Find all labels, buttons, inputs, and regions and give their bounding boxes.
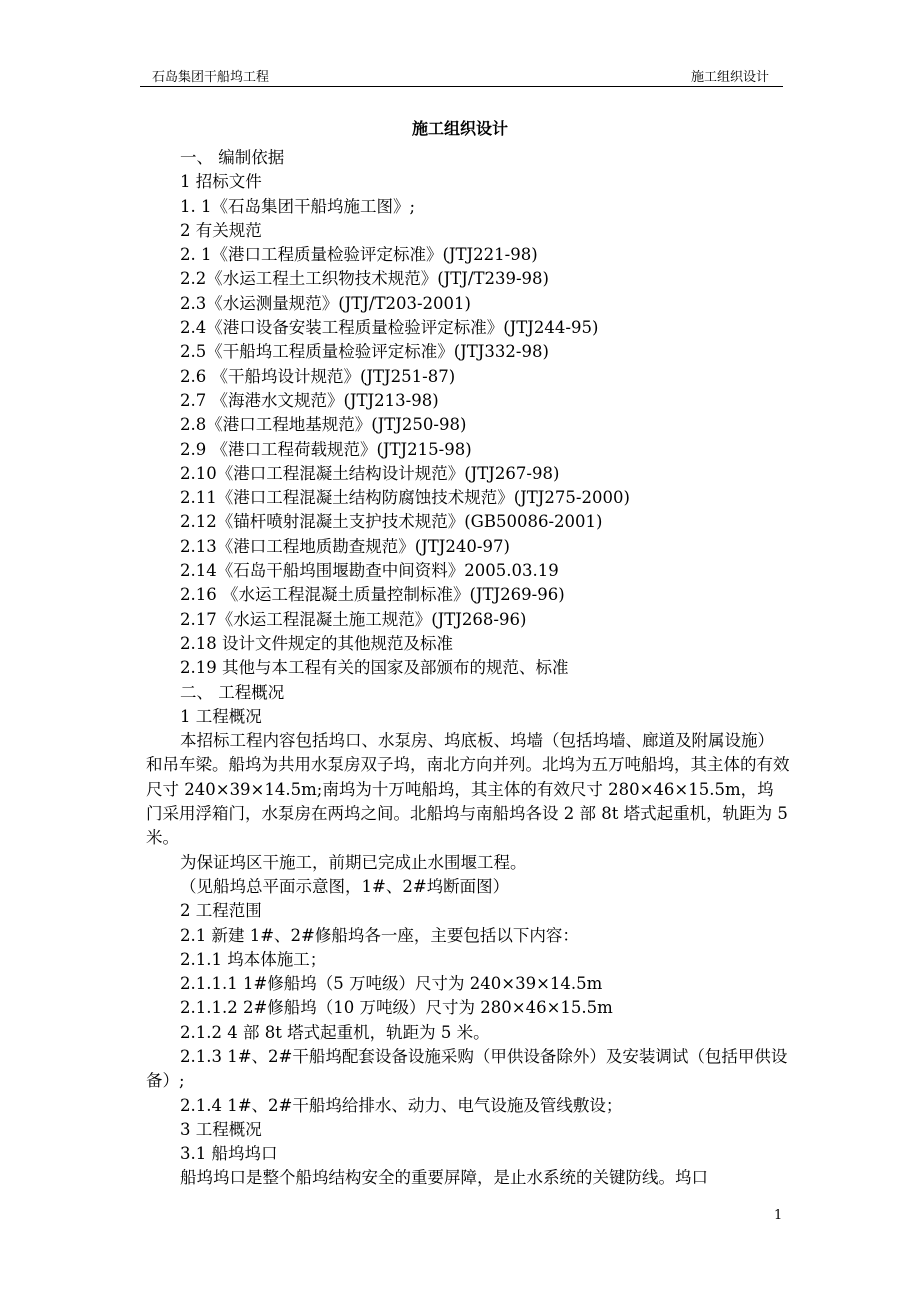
text-line: 2 工程范围 (180, 901, 262, 921)
text-line: 为保证坞区干施工，前期已完成止水围堰工程。 (180, 852, 527, 872)
paragraph-text: 船坞坞口是整个船坞结构安全的重要屏障，是止水系统的关键防线。坞口 (180, 1168, 708, 1188)
text-line: 2.14《石岛干船坞围堰勘查中间资料》2005.03.19 (180, 561, 559, 581)
text-line: 2.6 《干船坞设计规范》(JTJ251-87) (180, 366, 456, 386)
text-line: 2.1 新建 1#、2#修船坞各一座，主要包括以下内容： (180, 925, 579, 945)
text-line: 2. 1《港口工程质量检验评定标准》(JTJ221-98) (180, 245, 538, 265)
text-line: 2.7 《海港水文规范》(JTJ213-98) (180, 390, 439, 410)
text-line: 2.11《港口工程混凝土结构防腐蚀技术规范》(JTJ275-2000) (180, 488, 630, 508)
text-line: （见船坞总平面示意图，1#、2#坞断面图） (180, 876, 510, 896)
text-line: 2.5《干船坞工程质量检验评定标准》(JTJ332-98) (180, 342, 549, 362)
text-line: 2.9 《港口工程荷载规范》(JTJ215-98) (180, 439, 472, 459)
document-body (146, 146, 790, 1191)
text-line: 2.16 《水运工程混凝土质量控制标准》(JTJ269-96) (180, 585, 565, 605)
text-line: 2.1.1.2 2#修船坞（10 万吨级）尺寸为 280×46×15.5m (180, 998, 613, 1018)
text-line: 1 招标文件 (180, 172, 262, 192)
text-line: 2.3《水运测量规范》(JTJ/T203-2001) (180, 293, 471, 313)
text-line: 2.10《港口工程混凝土结构设计规范》(JTJ267-98) (180, 463, 560, 483)
text-line: 3 工程概况 (180, 1119, 262, 1139)
header-doc-name: 施工组织设计 (690, 70, 769, 85)
text-line: 2.1.1.1 1#修船坞（5 万吨级）尺寸为 240×39×14.5m (180, 974, 603, 994)
page-header (140, 66, 783, 87)
section-heading: 一、 编制依据 (180, 148, 285, 167)
text-line: 1. 1《石岛集团干船坞施工图》; (180, 196, 416, 216)
text-line: 2.1.4 1#、2#干船坞给排水、动力、电气设施及管线敷设； (180, 1095, 623, 1115)
text-line: 2.12《锚杆喷射混凝土支护技术规范》(GB50086-2001) (180, 512, 603, 532)
header-project-name: 石岛集团干船坞工程 (152, 70, 270, 85)
paragraph-text: 本招标工程内容包括坞口、水泵房、坞底板、坞墙（包括坞墙、廊道及附属设施）和吊车梁。船坞为共用水泵房双子坞，南北方向并列。北坞为五万吨船坞，其主体的有效尺寸 240×39×14.5m;南坞为十万吨船坞，其主体的有效尺寸 280×46×15.5m，坞门采用浮箱门，水泵房在两坞之间。北船坞与南船坞各设 2 部 8t 塔式起重机，轨距为 5 米。 (146, 731, 790, 848)
paragraph-equipment (146, 1045, 790, 1094)
text-line: 1 工程概况 (180, 706, 262, 726)
text-line: 2.17《水运工程混凝土施工规范》(JTJ268-96) (180, 609, 527, 629)
text-line: 2.19 其他与本工程有关的国家及部颁布的规范、标准 (180, 658, 569, 678)
section-heading: 二、 工程概况 (180, 682, 285, 702)
text-line: 2.2《水运工程土工织物技术规范》(JTJ/T239-98) (180, 269, 549, 289)
text-line: 2.8《港口工程地基规范》(JTJ250-98) (180, 415, 467, 435)
text-line: 2 有关规范 (180, 220, 262, 240)
paragraph-project-overview (146, 729, 790, 850)
text-line: 2.4《港口设备安装工程质量检验评定标准》(JTJ244-95) (180, 318, 599, 338)
text-line: 3.1 船坞坞口 (180, 1144, 278, 1164)
paragraph-dock-entrance (146, 1166, 790, 1190)
document-title: 施工组织设计 (411, 119, 508, 138)
page-number: 1 (774, 1208, 783, 1223)
paragraph-text: 2.1.3 1#、2#干船坞配套设备设施采购（甲供设备除外）及安装调试（包括甲供设备）; (146, 1046, 788, 1091)
text-line: 2.13《港口工程地质勘查规范》(JTJ240-97) (180, 536, 510, 556)
text-line: 2.1.1 坞本体施工； (180, 949, 327, 969)
text-line: 2.18 设计文件规定的其他规范及标准 (180, 633, 453, 653)
text-line: 2.1.2 4 部 8t 塔式起重机，轨距为 5 米。 (180, 1022, 490, 1042)
